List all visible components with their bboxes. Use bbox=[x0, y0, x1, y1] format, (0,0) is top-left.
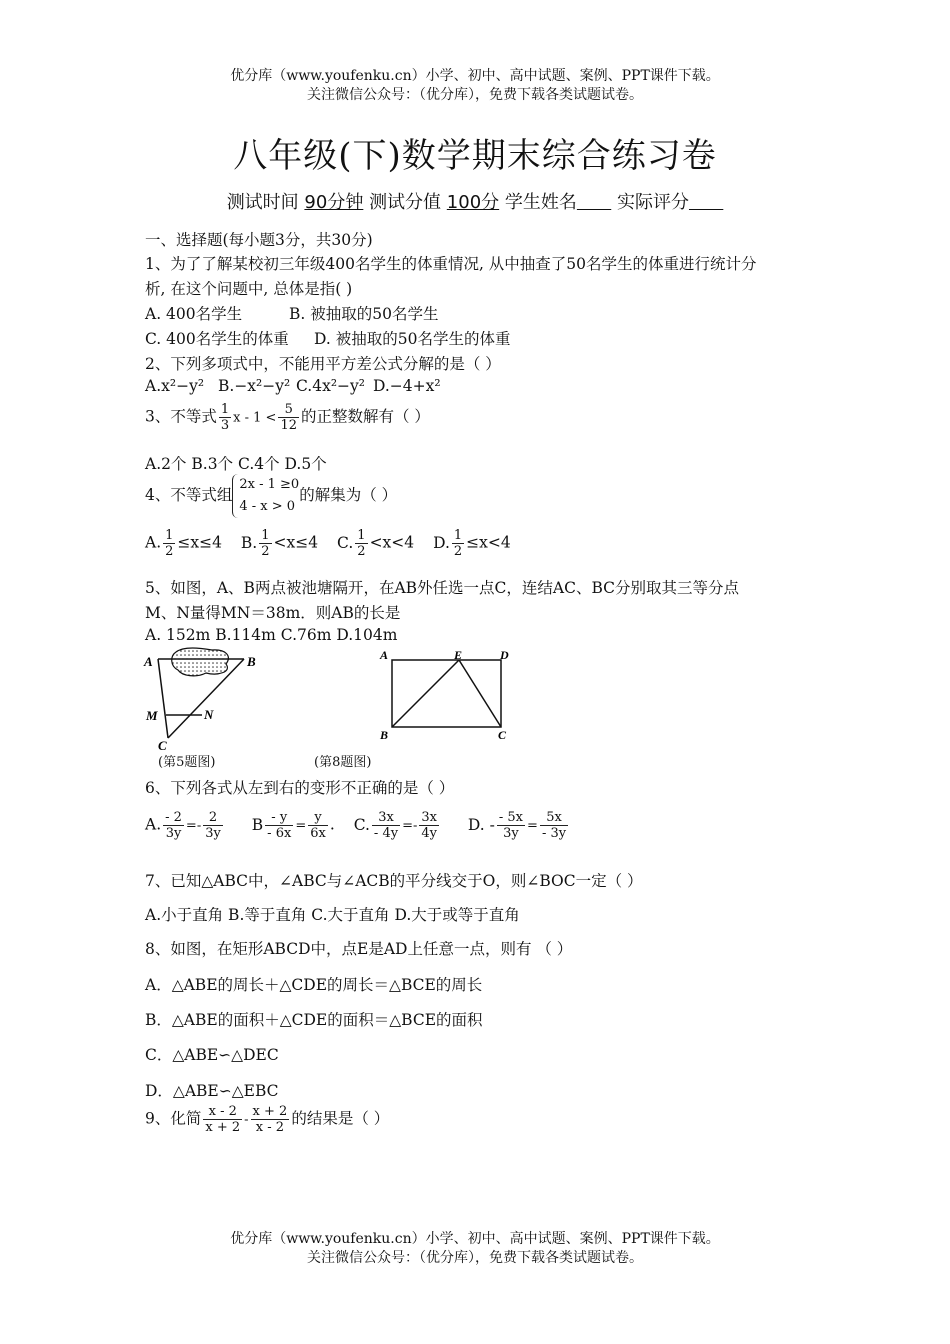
figure-8-caption: (第8题图) bbox=[314, 755, 372, 770]
header-line-2: 关注微信公众号：（优分库），免费下载各类试题试卷。 bbox=[307, 87, 643, 103]
q1-option-a: A. 400名学生 bbox=[145, 305, 243, 323]
pond-shape bbox=[172, 648, 229, 676]
fig5-label-n: N bbox=[204, 707, 214, 722]
q8-option-a: A．△ABE的周长＋△CDE的周长＝△BCE的周长 bbox=[145, 976, 483, 994]
q3-suffix: 的正整数解有（ ） bbox=[301, 407, 430, 426]
score-label: 测试分值 bbox=[369, 192, 442, 213]
q5-options: A. 152m B.114m C.76m D.104m bbox=[145, 626, 398, 644]
footer-line-1: 优分库（www.youfenku.cn）小学、初中、高中试题、案例、PPT课件下载。 bbox=[230, 1231, 720, 1247]
figure-5-pond-triangle bbox=[140, 646, 280, 754]
q5-line1: 5、如图，A、B两点被池塘隔开，在AB外任选一点C，连结AC、BC分别取其三等分点 bbox=[145, 579, 739, 597]
q3-fraction-1: $\frac{1}{3}$ bbox=[220, 402, 230, 433]
fig8-label-a: A bbox=[380, 648, 389, 662]
q3-prefix: 3、不等式 bbox=[145, 407, 217, 426]
q1-option-d: D. 被抽取的50名学生的体重 bbox=[314, 330, 511, 348]
name-blank bbox=[577, 192, 611, 213]
q6-options: A. $\frac{- 2}{3y}$ =- $\frac{2}{3y}$ B $\frac{- y}{- 6x}$ = $\frac{y}{6x}$ . C. $\frac{3x}{- 4y}$ =- $\frac{3x}{4y}$ D. - $\frac{- 5x}{3y}$ = $\frac{5x}{- 3y}$ bbox=[145, 810, 567, 841]
q3-mid: x - 1 < bbox=[233, 410, 277, 426]
q3-stem bbox=[145, 402, 430, 433]
name-label: 学生姓名 bbox=[504, 192, 577, 213]
score-value: 100分 bbox=[446, 192, 500, 213]
fig5-label-a: A bbox=[144, 654, 153, 669]
time-label: 测试时间 bbox=[226, 192, 299, 213]
figure-5-caption: (第5题图) bbox=[158, 755, 216, 770]
q4-system: 2x - 1 ≥0 4 - x > 0 bbox=[232, 474, 299, 518]
q1-line2: 析, 在这个问题中, 总体是指( ) bbox=[145, 280, 353, 298]
fig8-label-b: B bbox=[380, 728, 389, 742]
q4-options: A. $\frac{1}{2}$ ≤x≤4 B. $\frac{1}{2}$ <x≤4 C. $\frac{1}{2}$ <x<4 D. $\frac{1}{2}$ ≤x<4 bbox=[145, 528, 511, 559]
q9-fraction-1: $\frac{x - 2}{x + 2}$ bbox=[205, 1104, 241, 1135]
q4-stem bbox=[145, 474, 397, 518]
fig8-label-c: C bbox=[498, 728, 507, 742]
q5-line2: M、N量得MN＝38m．则AB的长是 bbox=[145, 604, 401, 622]
page-title: 八年级(下)数学期末综合练习卷 bbox=[233, 136, 717, 176]
header-line-1: 优分库（www.youfenku.cn）小学、初中、高中试题、案例、PPT课件下载。 bbox=[230, 68, 720, 84]
q4-prefix: 4、不等式组 bbox=[145, 486, 233, 504]
q2-option-b: B.−x²−y² bbox=[218, 377, 291, 395]
q4-option-d: ≤x<4 bbox=[466, 533, 511, 552]
q4-option-c: <x<4 bbox=[369, 533, 415, 552]
q4-option-a: ≤x≤4 bbox=[177, 533, 222, 552]
rating-label: 实际评分 bbox=[616, 192, 689, 213]
time-value: 90分钟 bbox=[304, 192, 364, 213]
fig5-label-b: B bbox=[247, 654, 256, 669]
q9-fraction-2: $\frac{x + 2}{x - 2}$ bbox=[252, 1104, 288, 1135]
q1-line1: 1、为了了解某校初三年级400名学生的体重情况, 从中抽查了50名学生的体重进行统计分 bbox=[145, 255, 757, 273]
q6-stem: 6、下列各式从左到右的变形不正确的是（ ） bbox=[145, 779, 455, 797]
q8-option-d: D．△ABE∽△EBC bbox=[145, 1082, 279, 1100]
q1-option-c: C. 400名学生的体重 bbox=[145, 330, 289, 348]
q7-stem: 7、已知△ABC中，∠ABC与∠ACB的平分线交于O，则∠BOC一定（ ） bbox=[145, 872, 643, 890]
section-heading: 一、选择题(每小题3分，共30分) bbox=[145, 231, 373, 249]
q2-stem: 2、下列多项式中，不能用平方差公式分解的是（ ） bbox=[145, 355, 501, 373]
fig5-label-m: M bbox=[146, 708, 158, 723]
fig8-label-d: D bbox=[500, 648, 509, 662]
figure-8-rectangle bbox=[372, 646, 522, 744]
q8-option-b: B．△ABE的面积＋△CDE的面积＝△BCE的面积 bbox=[145, 1011, 483, 1029]
fig5-label-c: C bbox=[158, 738, 167, 753]
q7-options: A.小于直角 B.等于直角 C.大于直角 D.大于或等于直角 bbox=[145, 906, 520, 924]
q1-option-b: B. 被抽取的50名学生 bbox=[289, 305, 439, 323]
q4-option-b: <x≤4 bbox=[273, 533, 319, 552]
q2-option-d: D.−4+x² bbox=[373, 377, 441, 395]
q3-options: A.2个 B.3个 C.4个 D.5个 bbox=[145, 455, 327, 473]
q8-stem: 8、如图，在矩形ABCD中，点E是AD上任意一点，则有 （ ） bbox=[145, 940, 573, 958]
rating-blank bbox=[689, 192, 723, 213]
q3-fraction-2: $\frac{5}{12}$ bbox=[280, 402, 297, 433]
q2-option-c: C.4x²−y² bbox=[296, 377, 366, 395]
q4-suffix: 的解集为（ ） bbox=[299, 486, 398, 504]
footer-line-2: 关注微信公众号：（优分库），免费下载各类试题试卷。 bbox=[307, 1250, 643, 1266]
q8-option-c: C．△ABE∽△DEC bbox=[145, 1046, 279, 1064]
fig8-label-e: E bbox=[454, 648, 463, 662]
q9-stem: 9、化简 $\frac{x - 2}{x + 2}$ - $\frac{x + 2}{x - 2}$ 的结果是（ ） bbox=[145, 1104, 390, 1135]
test-info bbox=[0, 188, 950, 214]
q2-option-a: A.x²−y² bbox=[145, 377, 205, 395]
